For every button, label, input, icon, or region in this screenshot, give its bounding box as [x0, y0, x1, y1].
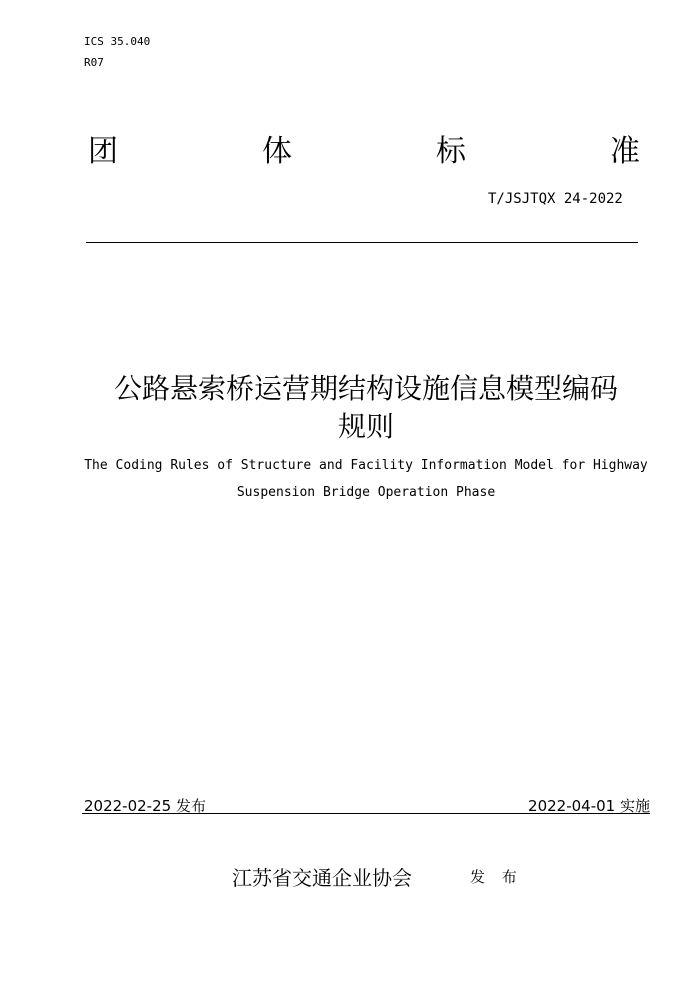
footer-divider	[82, 813, 650, 814]
issue-date: 2022-02-25 发布	[84, 797, 206, 815]
title-chinese	[60, 370, 672, 446]
publisher-name: 江苏省交通企业协会	[232, 866, 412, 890]
header-divider	[86, 242, 638, 243]
standard-code: T/JSJTQX 24-2022	[488, 191, 623, 207]
standard-type-char-1: 团	[88, 134, 118, 169]
ics-code: ICS 35.040	[84, 35, 151, 48]
title-chinese-line-1: 公路悬索桥运营期结构设施信息模型编码	[113, 372, 618, 405]
implementation-date: 2022-04-01 实施	[528, 797, 650, 815]
ccs-code: R07	[84, 56, 104, 69]
standard-type-char-2: 体	[262, 134, 292, 169]
title-english-line-1: The Coding Rules of Structure and Facility Information Model for Highway	[84, 458, 648, 473]
title-english	[60, 452, 672, 506]
title-english-line-2: Suspension Bridge Operation Phase	[236, 485, 496, 500]
title-chinese-line-2: 规则	[337, 410, 394, 443]
standard-type-char-3: 标	[436, 134, 466, 169]
publish-label: 发 布	[470, 868, 523, 886]
standard-type-char-4: 准	[610, 134, 640, 169]
